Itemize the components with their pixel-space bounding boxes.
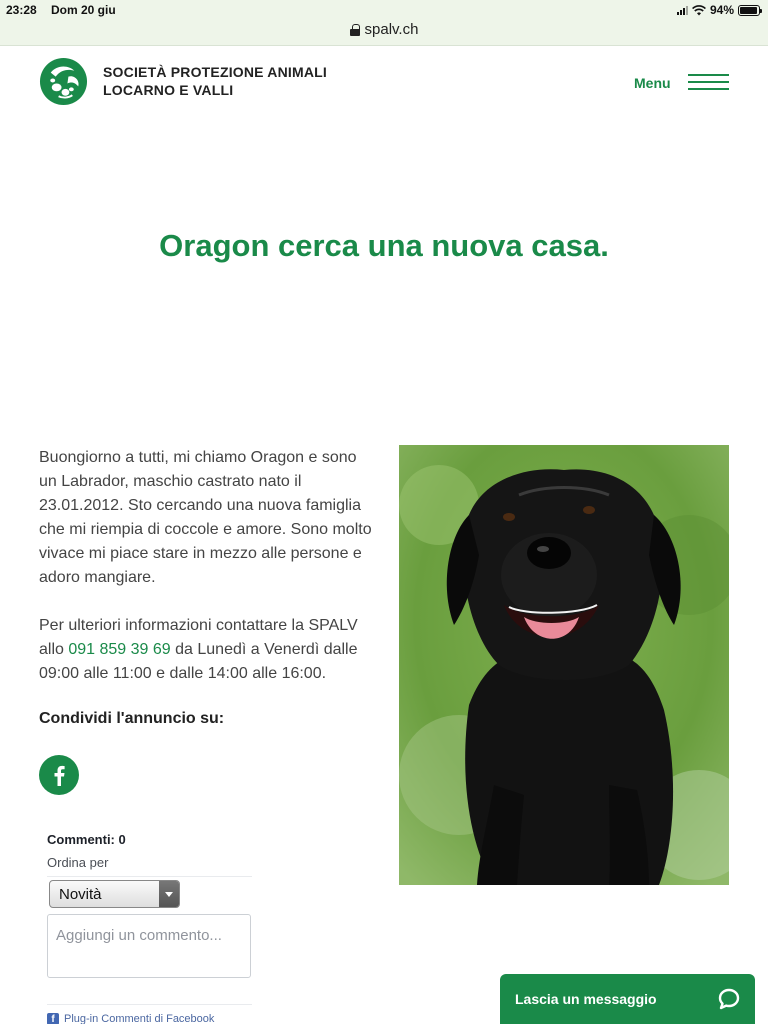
article-body xyxy=(39,446,374,710)
signal-icon xyxy=(677,5,688,15)
order-label: Ordina per xyxy=(47,855,109,870)
contact-text-before: Per ulteriori informazioni contattare la SPALV allo xyxy=(39,617,358,658)
share-title: Condividi l'annuncio su: xyxy=(39,710,225,727)
article-paragraph-contact xyxy=(39,614,374,686)
lock-icon xyxy=(350,24,360,36)
phone-link[interactable]: 091 859 39 69 xyxy=(68,641,171,658)
facebook-small-icon: f xyxy=(47,1013,59,1024)
address-bar[interactable] xyxy=(0,20,768,46)
spalv-logo-icon[interactable] xyxy=(39,57,88,106)
org-name-line2: LOCARNO E VALLI xyxy=(103,82,234,98)
contact-text-after: da Lunedì a Venerdì dalle 09:00 alle 11:00 e dalle 14:00 alle 16:00. xyxy=(39,641,358,682)
chat-widget-button[interactable] xyxy=(500,974,755,1024)
url-text[interactable]: spalv.ch xyxy=(364,21,419,38)
status-date: Dom 20 giu xyxy=(51,3,116,17)
status-bar xyxy=(0,0,768,20)
status-time: 23:28 xyxy=(6,3,37,17)
order-select-value: Novità xyxy=(59,886,102,903)
hamburger-menu-icon[interactable] xyxy=(688,74,729,91)
article-paragraph-intro: Buongiorno a tutti, mi chiamo Oragon e sono un Labrador, maschio castrato nato il 23.01.2012. Sto cercando una nuova famiglia che mi riempia di coccole e amore. Sono molto vivace mi piace stare in mezzo alle persone e adoro mangiare. xyxy=(39,449,372,586)
facebook-icon xyxy=(53,764,65,786)
page-title: Oragon cerca una nuova casa. xyxy=(159,228,609,263)
org-name[interactable] xyxy=(103,63,327,99)
chevron-down-icon xyxy=(159,881,179,907)
battery-percent: 94% xyxy=(709,3,734,17)
site-header xyxy=(0,47,768,117)
battery-icon xyxy=(738,5,760,16)
comment-input[interactable]: Aggiungi un commento... xyxy=(47,914,251,978)
org-name-line1: SOCIETÀ PROTEZIONE ANIMALI xyxy=(103,64,328,80)
plugin-footer[interactable] xyxy=(47,1004,252,1024)
order-select[interactable] xyxy=(49,880,180,908)
menu-label[interactable]: Menu xyxy=(634,75,671,91)
dog-photo xyxy=(399,445,729,885)
chat-widget-label: Lascia un messaggio xyxy=(515,991,657,1007)
chat-bubble-icon xyxy=(717,987,741,1011)
plugin-footer-text: Plug-in Commenti di Facebook xyxy=(64,1013,215,1024)
comments-count: Commenti: 0 xyxy=(47,832,126,847)
status-right xyxy=(677,3,760,17)
facebook-comments xyxy=(47,832,252,1024)
facebook-share-button[interactable] xyxy=(39,755,79,795)
divider xyxy=(47,876,252,877)
wifi-icon xyxy=(692,5,706,16)
